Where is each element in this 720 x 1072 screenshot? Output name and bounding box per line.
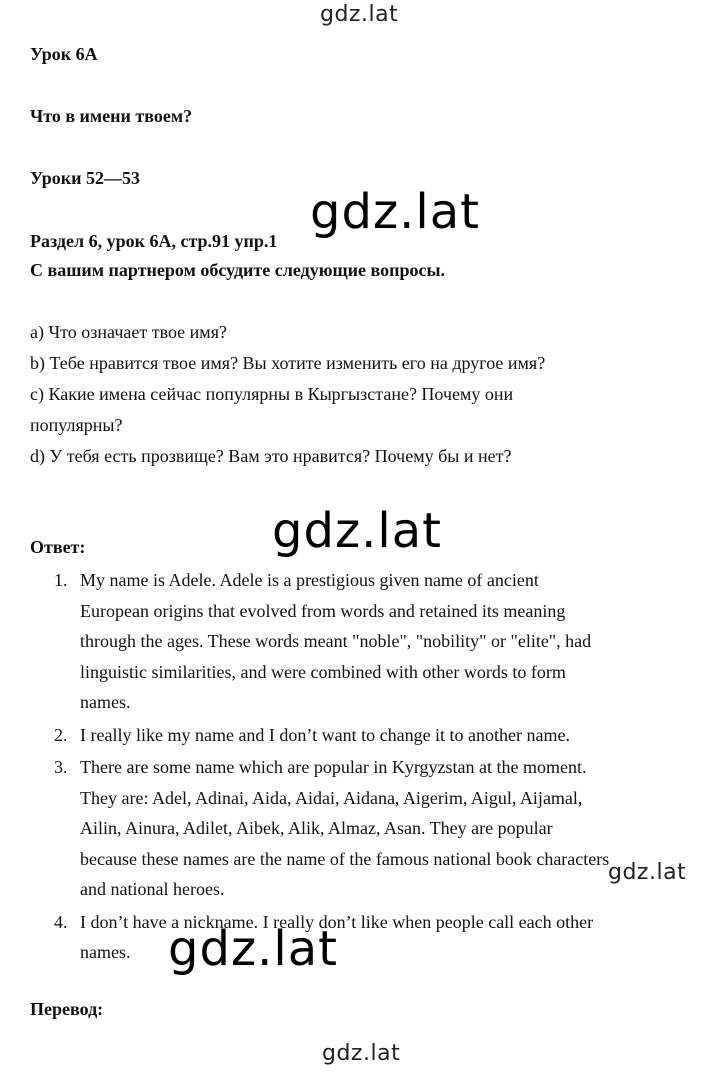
answer-line: I really like my name and I don’t want to change it to another name. [80, 724, 571, 745]
topic-title: Что в имени твоем? [30, 106, 193, 126]
answer-number: 4. [54, 911, 68, 932]
watermark-1: gdz.lat [310, 184, 480, 240]
answer-item [40, 907, 700, 968]
answer-number: 1. [54, 570, 68, 590]
answer-line: and national heroes. [80, 879, 225, 899]
answer-heading: Ответ: [30, 537, 86, 557]
answer-item [40, 565, 700, 718]
answer-item [40, 752, 700, 905]
question-c-continued: популярны? [30, 415, 123, 435]
answer-line: because these names are the name of the famous national book characters [80, 848, 610, 869]
watermark-top: gdz.lat [320, 2, 399, 27]
answer-line: I don’t have a nickname. I really don’t like when people call each other [80, 911, 594, 932]
answer-line: through the ages. These words meant "noble", "nobility" or "elite", had [80, 631, 592, 651]
question-c: с) Какие имена сейчас популярны в Кыргызстане? Почему они [30, 384, 514, 404]
answer-line: European origins that evolved from words and retained its meaning [80, 600, 566, 621]
watermark-2: gdz.lat [272, 503, 442, 559]
answer-number: 3. [54, 757, 68, 777]
question-a: а) Что означает твое имя? [30, 322, 227, 342]
answer-list [40, 565, 700, 968]
question-d: d) У тебя есть прозвище? Вам это нравится? Почему бы и нет? [30, 446, 512, 466]
answer-item [40, 720, 700, 751]
lesson-title: Урок 6A [30, 44, 98, 64]
watermark-4: gdz.lat [168, 921, 338, 977]
answer-line: They are: Adel, Adinai, Aida, Aidai, Aidana, Aigerim, Aigul, Aijamal, [80, 787, 583, 808]
watermark-3: gdz.lat [608, 860, 687, 885]
section-reference: Раздел 6, урок 6A, стр.91 упр.1 [30, 231, 278, 251]
translation-heading: Перевод: [30, 999, 104, 1019]
answer-number: 2. [54, 724, 68, 745]
answer-line: names. [80, 942, 131, 962]
answer-line: There are some name which are popular in Kyrgyzstan at the moment. [80, 757, 587, 777]
lessons-range: Уроки 52—53 [30, 168, 140, 188]
question-b: b) Тебе нравится твое имя? Вы хотите изменить его на другое имя? [30, 353, 546, 373]
task-instruction: С вашим партнером обсудите следующие вопросы. [30, 260, 446, 280]
watermark-bottom: gdz.lat [322, 1041, 401, 1066]
answer-line: Ailin, Ainura, Adilet, Aibek, Alik, Almaz, Asan. They are popular [80, 818, 553, 838]
answer-line: linguistic similarities, and were combined with other words to form [80, 661, 566, 682]
answer-line: My name is Adele. Adele is a prestigious given name of ancient [80, 570, 539, 590]
answer-line: names. [80, 692, 131, 712]
